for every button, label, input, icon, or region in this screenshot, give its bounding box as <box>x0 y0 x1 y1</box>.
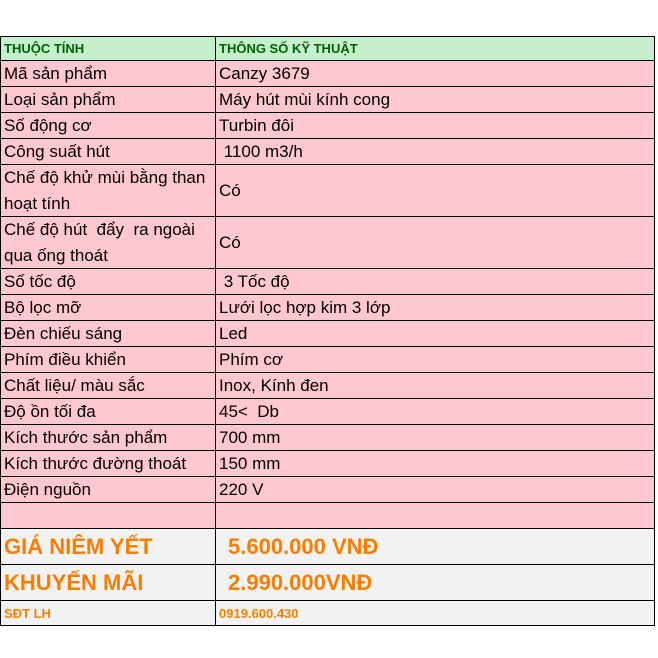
table-row <box>1 61 655 87</box>
spec-cell: Inox, Kính đen <box>216 373 655 398</box>
spec-cell: Turbin đôi <box>216 113 655 138</box>
table-header-row <box>1 37 655 61</box>
phone-row <box>1 601 655 626</box>
spec-cell: 1100 m3/h <box>216 139 655 164</box>
table-row <box>1 399 655 425</box>
table-row <box>1 425 655 451</box>
spec-cell: 700 mm <box>216 425 655 450</box>
property-cell: Loại sản phẩm <box>1 87 216 112</box>
header-spec: THÔNG SỐ KỸ THUẬT <box>216 37 655 60</box>
spec-table <box>0 36 655 626</box>
empty-cell <box>1 503 216 528</box>
property-cell: Phím điều khiển <box>1 347 216 372</box>
table-row <box>1 295 655 321</box>
property-cell: Chất liệu/ màu sắc <box>1 373 216 398</box>
property-cell: Chế độ khử mùi bằng than hoạt tính <box>1 165 216 216</box>
table-row <box>1 269 655 295</box>
table-row <box>1 373 655 399</box>
table-row <box>1 217 655 269</box>
property-cell: Số động cơ <box>1 113 216 138</box>
spec-cell: Máy hút mùi kính cong <box>216 87 655 112</box>
property-cell: Mã sản phẩm <box>1 61 216 86</box>
table-row <box>1 477 655 503</box>
property-cell: Điện nguồn <box>1 477 216 502</box>
property-cell: Kích thước sản phẩm <box>1 425 216 450</box>
list-price-row <box>1 529 655 565</box>
table-row <box>1 139 655 165</box>
property-cell: Đèn chiếu sáng <box>1 321 216 346</box>
spec-cell: 3 Tốc độ <box>216 269 655 294</box>
spec-cell: Canzy 3679 <box>216 61 655 86</box>
phone-value: 0919.600.430 <box>216 601 655 625</box>
spec-cell: 45< Db <box>216 399 655 424</box>
table-row <box>1 87 655 113</box>
spec-cell: 220 V <box>216 477 655 502</box>
property-cell: Độ ồn tối đa <box>1 399 216 424</box>
promo-price-label: KHUYẾN MÃI <box>1 565 216 600</box>
empty-cell <box>216 503 655 528</box>
table-row <box>1 451 655 477</box>
empty-row <box>1 503 655 529</box>
spec-cell: Lưới lọc hợp kim 3 lớp <box>216 295 655 320</box>
spec-cell: Có <box>216 165 655 216</box>
header-property: THUỘC TÍNH <box>1 37 216 60</box>
table-row <box>1 347 655 373</box>
promo-price-row <box>1 565 655 601</box>
table-row <box>1 165 655 217</box>
phone-label: SĐT LH <box>1 601 216 625</box>
spec-cell: Có <box>216 217 655 268</box>
property-cell: Chế độ hút đẩy ra ngoài qua ống thoát <box>1 217 216 268</box>
property-cell: Bộ lọc mỡ <box>1 295 216 320</box>
list-price-value: 5.600.000 VNĐ <box>216 529 655 564</box>
spec-cell: Led <box>216 321 655 346</box>
table-row <box>1 113 655 139</box>
property-cell: Số tốc độ <box>1 269 216 294</box>
spec-cell: 150 mm <box>216 451 655 476</box>
promo-price-value: 2.990.000VNĐ <box>216 565 655 600</box>
table-row <box>1 321 655 347</box>
property-cell: Kích thước đường thoát <box>1 451 216 476</box>
spec-cell: Phím cơ <box>216 347 655 372</box>
property-cell: Công suất hút <box>1 139 216 164</box>
list-price-label: GIÁ NIÊM YẾT <box>1 529 216 564</box>
